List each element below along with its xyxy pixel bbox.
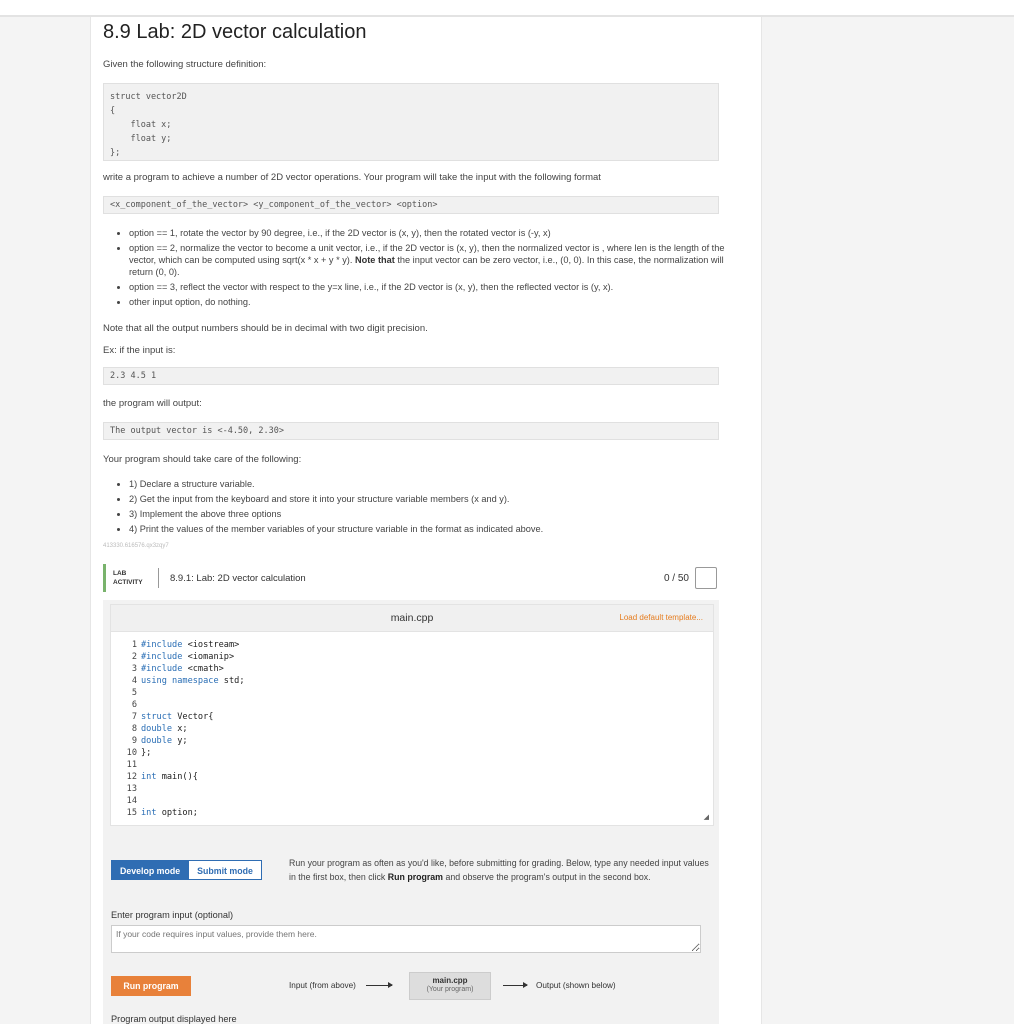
- code-token: int: [141, 772, 157, 782]
- option2-text-a: option == 2, normalize the vector to become a unit vector, i.e., if the 2D vector is (x, y), then the normalized vector is , where len is the length of the vector, which can be computed using sqrt(x * x + y * y).: [129, 243, 725, 265]
- code-token: <cmath>: [182, 664, 224, 674]
- page-title: 8.9 Lab: 2D vector calculation: [103, 21, 367, 43]
- code-token: double: [141, 724, 173, 734]
- code-token: <iostream>: [182, 640, 240, 650]
- program-input-label: Enter program input (optional): [111, 910, 234, 920]
- code-editor[interactable]: [110, 604, 714, 826]
- lab-activity-tag: [113, 569, 143, 587]
- flow-arrow-icon: [503, 985, 527, 986]
- run-description: [289, 856, 709, 884]
- code-line[interactable]: [121, 723, 245, 735]
- code-token: };: [141, 748, 152, 758]
- code-token: using: [141, 676, 167, 686]
- line-number: 5: [131, 688, 137, 698]
- lab-activity-header: [103, 564, 719, 592]
- code-line[interactable]: [121, 651, 245, 663]
- code-line[interactable]: [121, 759, 245, 771]
- line-number: 14: [126, 796, 137, 806]
- flow-program-box: [409, 972, 491, 1000]
- code-line[interactable]: [121, 795, 245, 807]
- lab-title: 8.9.1: Lab: 2D vector calculation: [170, 573, 306, 584]
- option-item-1: • option == 1, rotate the vector by 90 degree, i.e., if the 2D vector is (x, y), then the rotated vector is (-y, x): [129, 227, 729, 239]
- line-number: 13: [126, 784, 137, 794]
- program-output-label: Program output displayed here: [111, 1014, 237, 1024]
- flow-input-label: Input (from above): [289, 981, 356, 990]
- code-lines[interactable]: [121, 639, 245, 819]
- code-line[interactable]: [121, 711, 245, 723]
- precision-note: Note that all the output numbers should be in decimal with two digit precision.: [103, 323, 428, 334]
- care-intro: Your program should take care of the following:: [103, 454, 302, 465]
- flow-file-sub: (Your program): [426, 986, 474, 993]
- line-number: 6: [131, 700, 137, 710]
- line-number: 8: [131, 724, 137, 734]
- left-gutter: [0, 17, 90, 1024]
- struct-code-block: struct vector2D { float x; float y; };: [103, 83, 719, 161]
- code-line[interactable]: [121, 687, 245, 699]
- line-number: 11: [126, 760, 137, 770]
- option-item-3: • option == 3, reflect the vector with respect to the y=x line, i.e., if the 2D vector is (x, y), then the reflected vector is (y, x).: [129, 281, 729, 293]
- line-number: 7: [131, 712, 137, 722]
- flow-arrow-icon: [366, 985, 392, 986]
- code-token: namespace: [166, 676, 219, 686]
- step-item-3: • 3) Implement the above three options: [129, 508, 729, 520]
- code-line[interactable]: [121, 639, 245, 651]
- option-item-2: [129, 242, 729, 278]
- example-output-code: The output vector is <-4.50, 2.30>: [103, 422, 719, 440]
- code-line[interactable]: [121, 783, 245, 795]
- code-token: #include: [141, 652, 183, 662]
- resize-handle-icon[interactable]: ◢: [703, 814, 709, 821]
- option-item-4: • other input option, do nothing.: [129, 296, 729, 308]
- code-token: double: [141, 736, 173, 746]
- editor-file-name: main.cpp: [390, 612, 434, 624]
- run-desc-bold: Run program: [387, 872, 444, 882]
- code-token: struct: [141, 712, 173, 722]
- run-desc-text-b: and observe the program's output in the second box.: [445, 872, 651, 882]
- mode-toggle: [111, 860, 262, 880]
- steps-list: [103, 478, 729, 538]
- line-number: 9: [131, 736, 137, 746]
- step-item-4: • 4) Print the values of the member variables of your structure variable in the format as indicated above.: [129, 523, 729, 535]
- option2-note-bold: Note that: [354, 255, 395, 265]
- example-intro: Ex: if the input is:: [103, 345, 176, 356]
- line-number: 3: [131, 664, 137, 674]
- code-token: option;: [156, 808, 198, 818]
- code-token: int: [141, 808, 157, 818]
- load-default-template-link[interactable]: Load default template...: [619, 613, 703, 622]
- line-number: 10: [126, 748, 137, 758]
- code-token: #include: [141, 664, 183, 674]
- line-number: 15: [126, 808, 137, 818]
- line-number: 1: [131, 640, 137, 650]
- example-input-code: 2.3 4.5 1: [103, 367, 719, 385]
- top-bar: [0, 0, 1014, 17]
- line-number: 4: [131, 676, 137, 686]
- code-token: x;: [172, 724, 188, 734]
- step-item-2: • 2) Get the input from the keyboard and store it into your structure variable members (x and y).: [129, 493, 729, 505]
- code-line[interactable]: [121, 699, 245, 711]
- code-token: main(){: [156, 772, 198, 782]
- run-desc-text-a: Run your program as often as you'd like, before submitting for grading. Below, type any needed input values in the first box, then click: [289, 858, 709, 882]
- code-line[interactable]: [121, 663, 245, 675]
- code-line[interactable]: [121, 675, 245, 687]
- code-line[interactable]: [121, 747, 245, 759]
- right-panel: [761, 17, 1014, 1024]
- options-list: [103, 227, 729, 311]
- line-number: 12: [126, 772, 137, 782]
- step-item-1: • 1) Declare a structure variable.: [129, 478, 729, 490]
- code-token: Vector{: [172, 712, 214, 722]
- program-input-field[interactable]: [111, 925, 701, 953]
- code-token: std;: [218, 676, 245, 686]
- lab-divider: [158, 568, 159, 588]
- code-line[interactable]: [121, 771, 245, 783]
- code-line[interactable]: [121, 735, 245, 747]
- option2-text-b: the input vector can be zero vector, i.e., (0, 0). In this case, the normalization will return (0, 0).: [129, 255, 724, 277]
- editor-header: [111, 605, 713, 632]
- program-description: write a program to achieve a number of 2D vector operations. Your program will take the input with the following format: [103, 172, 601, 183]
- output-intro: the program will output:: [103, 398, 202, 409]
- code-token: #include: [141, 640, 183, 650]
- intro-text: Given the following structure definition:: [103, 59, 267, 70]
- lab-accent-bar: [103, 564, 106, 592]
- input-format-code: <x_component_of_the_vector> <y_component_of_the_vector> <option>: [103, 196, 719, 214]
- run-program-button[interactable]: Run program: [111, 976, 191, 996]
- lab-tag-line2: ACTIVITY: [113, 579, 143, 586]
- flow-output-label: Output (shown below): [536, 981, 616, 990]
- submit-mode-button[interactable]: Submit mode: [189, 860, 262, 880]
- score-checkbox-icon: [695, 567, 717, 589]
- line-number: 2: [131, 652, 137, 662]
- code-token: <iomanip>: [182, 652, 235, 662]
- flow-file-name: main.cpp: [432, 976, 468, 985]
- develop-mode-button[interactable]: Develop mode: [111, 860, 189, 880]
- lab-panel: [103, 600, 719, 1024]
- content-section: [90, 17, 762, 1024]
- code-token: y;: [172, 736, 188, 746]
- code-line[interactable]: [121, 807, 245, 819]
- lab-tag-line1: LAB: [113, 570, 127, 577]
- lab-score: 0 / 50: [663, 573, 689, 584]
- activity-hash: 413330.616576.qx3zqy7: [103, 543, 169, 549]
